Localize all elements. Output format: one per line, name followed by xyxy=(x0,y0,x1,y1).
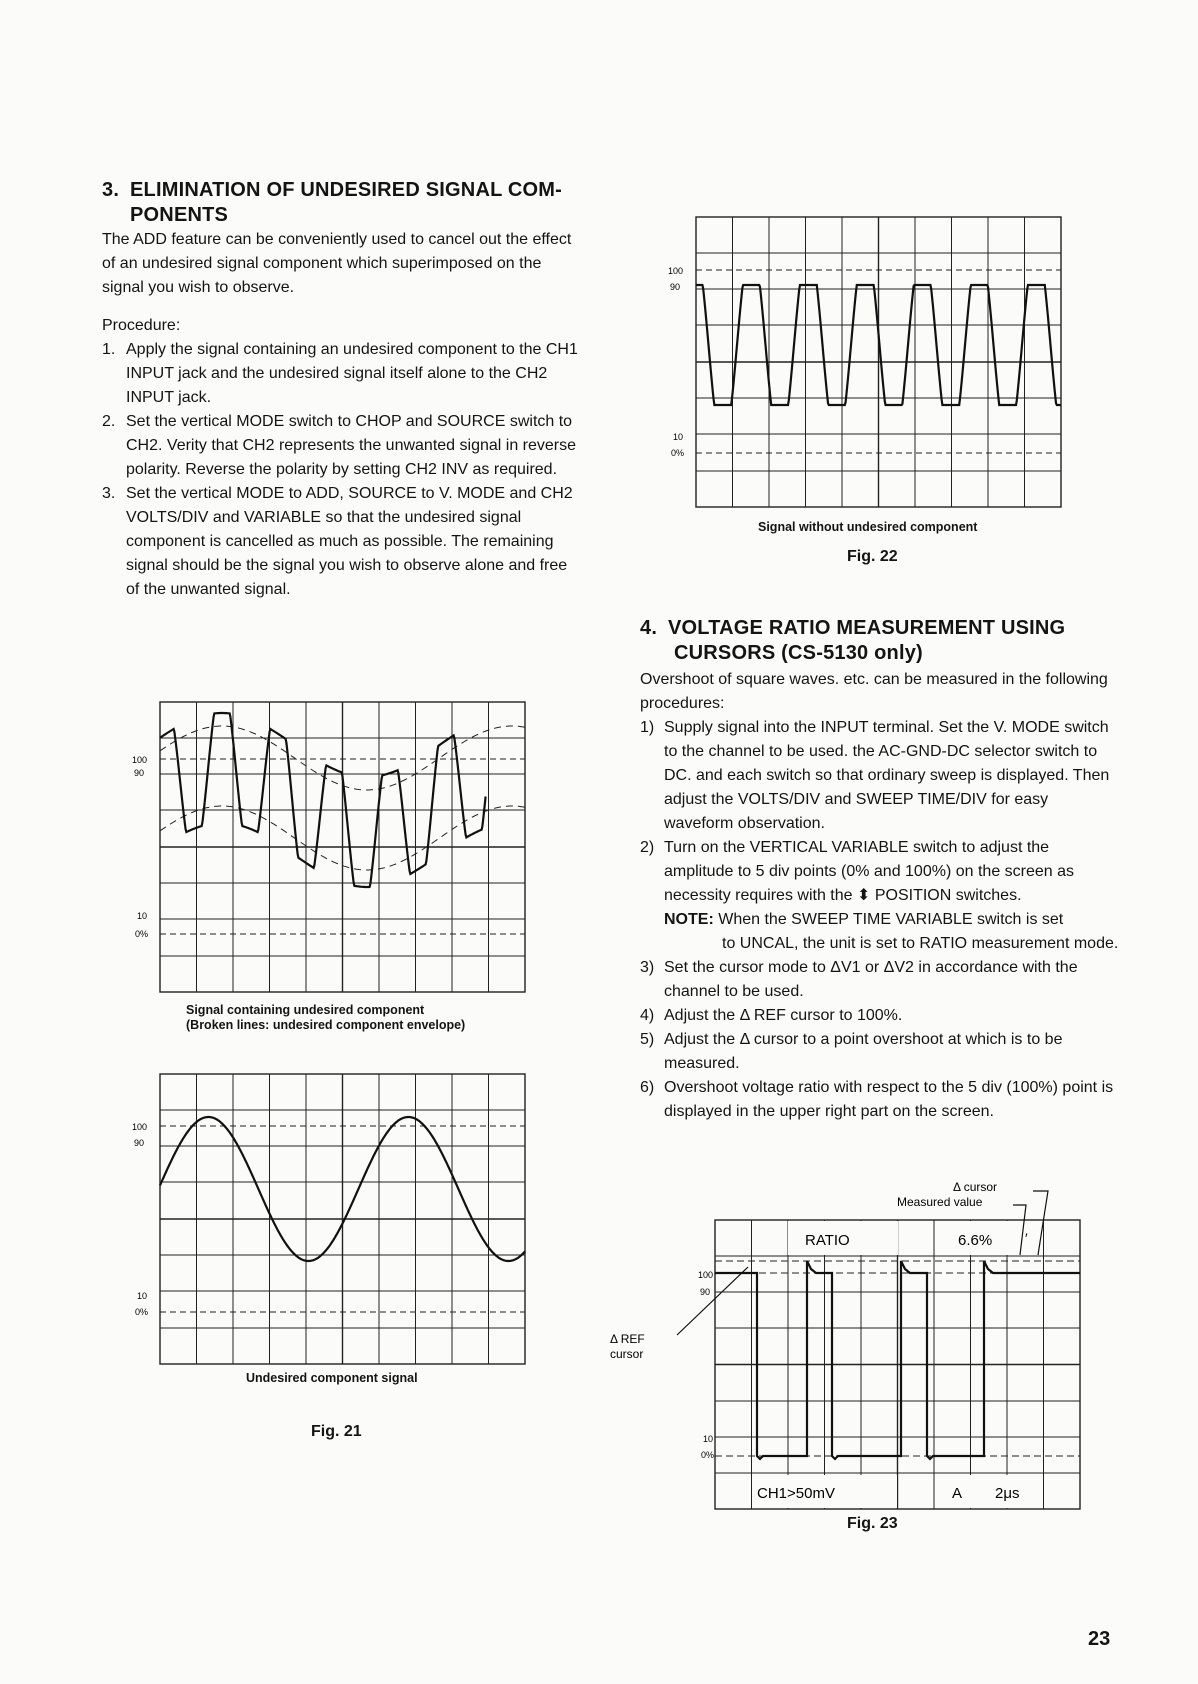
step-marker: 4) xyxy=(640,1007,655,1024)
step-text: Set the cursor mode to ΔV1 or ΔV2 in accordance with the channel to be used. xyxy=(664,959,1078,1000)
fig22-scope xyxy=(666,215,1066,515)
section-4-step xyxy=(640,1004,1120,1028)
label-100: 100 xyxy=(698,1270,714,1280)
section-3 xyxy=(102,178,582,602)
label-0: 0% xyxy=(701,1450,715,1460)
label-100: 100 xyxy=(132,1122,148,1132)
ratio-tick: ′ xyxy=(1025,1230,1028,1246)
procedure-label: Procedure: xyxy=(102,317,181,334)
step-text: Apply the signal containing an undesired component to the CH1 INPUT jack and the undesired signal itself alone to the CH2 INPUT jack. xyxy=(126,341,578,406)
section-3-number: 3. xyxy=(102,179,120,201)
step-marker: 1) xyxy=(640,719,655,736)
label-10: 10 xyxy=(703,1434,714,1444)
label-90: 90 xyxy=(700,1287,711,1297)
step-text: Adjust the Δ cursor to a point overshoot at which is to be measured. xyxy=(664,1031,1063,1072)
step-marker: 1. xyxy=(102,341,116,358)
caption-line: Signal containing undesired component xyxy=(186,1003,425,1017)
page-number: 23 xyxy=(1088,1628,1111,1650)
note-line xyxy=(640,908,1120,932)
section-3-step xyxy=(102,482,582,602)
step-marker: 2) xyxy=(640,839,655,856)
step-text: Overshoot voltage ratio with respect to the 5 div (100%) point is displayed in the upper right part on the screen. xyxy=(664,1079,1114,1120)
label-10: 10 xyxy=(137,911,148,921)
section-4-number: 4. xyxy=(640,617,658,639)
section-4-steps xyxy=(640,716,1120,1124)
label-90: 90 xyxy=(134,768,145,778)
fig21-caption-top xyxy=(186,1003,546,1033)
fig22-caption: Signal without undesired component xyxy=(758,520,978,534)
section-3-step xyxy=(102,338,582,410)
section-4-step xyxy=(640,836,1120,908)
step-text: Turn on the VERTICAL VARIABLE switch to adjust the amplitude to 5 div points (0% and 100%) on the screen as necessity requires with the ⬍ POSITION switches. xyxy=(664,839,1075,904)
label-0: 0% xyxy=(671,448,685,458)
section-4-intro: Overshoot of square waves. etc. can be measured in the following procedures: xyxy=(640,671,1108,712)
label-0: 0% xyxy=(135,1307,149,1317)
step-text: Adjust the Δ REF cursor to 100%. xyxy=(664,1007,903,1024)
fig21-scope-undesired xyxy=(130,1072,530,1372)
section-4-step xyxy=(640,716,1120,836)
combined-signal xyxy=(160,713,486,887)
note xyxy=(640,908,1120,956)
section-4-title xyxy=(640,616,1120,666)
step-text: Set the vertical MODE to ADD, SOURCE to V. MODE and CH2 VOLTS/DIV and VARIABLE so that the undesired signal component is cancelled as much as possible. The remaining signal should be the signal you wish to observe alone and free of the unwanted signal. xyxy=(126,485,573,598)
fig22-label: Fig. 22 xyxy=(847,548,898,565)
section-4-title-line2: CURSORS (CS-5130 only) xyxy=(674,642,923,664)
section-4-step xyxy=(640,1076,1120,1124)
fig21-caption-bottom: Undesired component signal xyxy=(246,1371,418,1385)
fig21-scope-combined xyxy=(130,700,530,1000)
note-text-2: to UNCAL, the unit is set to RATIO measurement mode. xyxy=(722,935,1119,952)
delta-ref-label: Δ REF xyxy=(610,1332,645,1346)
fig21-label: Fig. 21 xyxy=(311,1423,362,1440)
fig23-label: Fig. 23 xyxy=(847,1515,898,1532)
section-4 xyxy=(640,616,1120,1124)
section-3-steps xyxy=(102,338,582,602)
step-marker: 5) xyxy=(640,1031,655,1048)
fig23-scope xyxy=(610,1175,1100,1515)
section-3-step xyxy=(102,410,582,482)
step-text: Supply signal into the INPUT terminal. Set the V. MODE switch to the channel to be used. the AC-GND-DC selector switch to DC. and each switch so that ordinary sweep is displayed. Then adjust the VOLTS/DIV and SWEEP TIME/DIV for easy waveform observation. xyxy=(664,719,1110,832)
section-4-title-line1: VOLTAGE RATIO MEASUREMENT USING xyxy=(668,617,1066,639)
step-text: Set the vertical MODE switch to CHOP and SOURCE switch to CH2. Verity that CH2 represents the unwanted signal in reverse polarity. Reverse the polarity by setting CH2 INV as required. xyxy=(126,413,577,478)
time-readout: 2μs xyxy=(995,1485,1020,1502)
ratio-label: RATIO xyxy=(805,1232,850,1249)
label-10: 10 xyxy=(673,432,684,442)
label-100: 100 xyxy=(132,755,148,765)
ratio-value: 6.6% xyxy=(958,1232,993,1249)
channel-readout: CH1>50mV xyxy=(757,1485,835,1502)
measured-value-label: Measured value xyxy=(897,1195,983,1209)
caption-line: (Broken lines: undesired component envelope) xyxy=(186,1018,466,1032)
section-4-step xyxy=(640,956,1120,1004)
delta-cursor-label: Δ cursor xyxy=(953,1180,998,1194)
section-3-intro: The ADD feature can be conveniently used to cancel out the effect of an undesired signal component which superimposed on the signal you wish to observe. xyxy=(102,231,572,296)
note-text-1: When the SWEEP TIME VARIABLE switch is set xyxy=(718,911,1064,928)
delta-ref-label-2: cursor xyxy=(610,1347,644,1361)
step-marker: 2. xyxy=(102,413,116,430)
label-0: 0% xyxy=(135,929,149,939)
section-3-title xyxy=(102,178,582,228)
step-marker: 6) xyxy=(640,1079,655,1096)
label-90: 90 xyxy=(670,282,681,292)
label-100: 100 xyxy=(668,266,684,276)
section-4-step xyxy=(640,1028,1120,1076)
note-label: NOTE: xyxy=(664,911,714,928)
section-3-title-line2: PONENTS xyxy=(130,204,229,226)
a-label: A xyxy=(952,1485,963,1502)
label-90: 90 xyxy=(134,1138,145,1148)
step-marker: 3. xyxy=(102,485,116,502)
step-marker: 3) xyxy=(640,959,655,976)
label-10: 10 xyxy=(137,1291,148,1301)
section-3-title-line1: ELIMINATION OF UNDESIRED SIGNAL COM- xyxy=(130,179,563,201)
